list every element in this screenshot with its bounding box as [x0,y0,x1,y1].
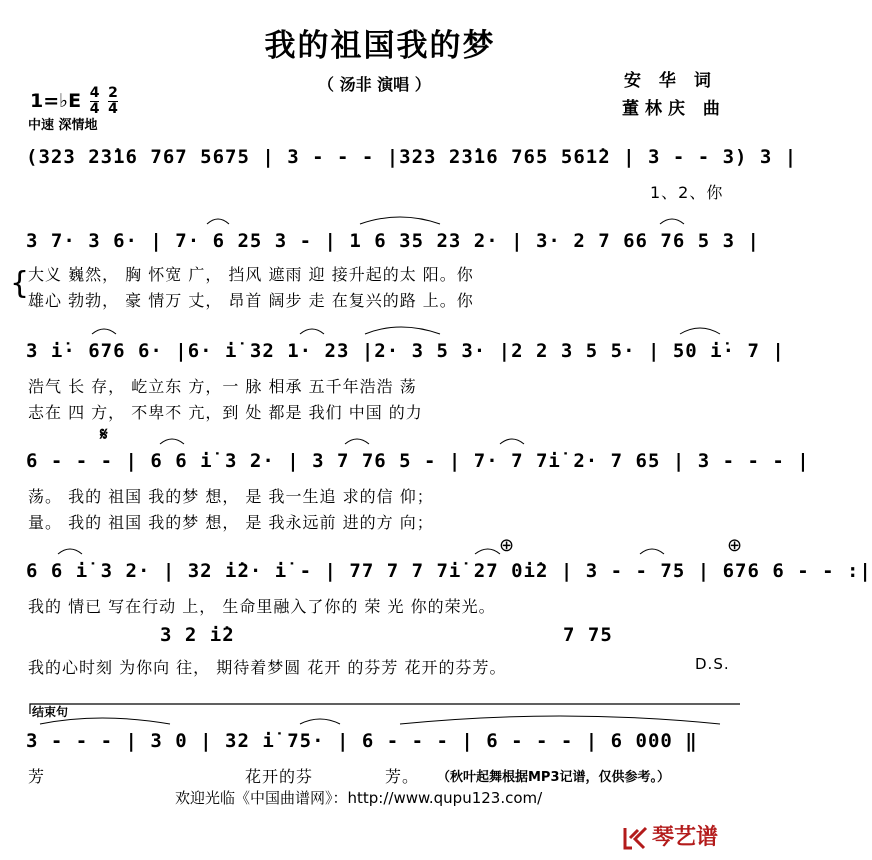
slur-icon [92,329,116,334]
slur-icon [345,439,369,444]
tempo-marking: 中速 深情地 [28,118,98,133]
slur-icon [400,716,720,724]
lyric-row-3-verse-1: 浩气 长 存， 屹立东 方，一 脉 相承 五千年浩浩 荡 [28,377,417,396]
composer-credit: 董林庆 曲 [622,99,726,119]
coda-sign-2: ⊕ [727,535,743,556]
lyric-row-5: 我的 情已 写在行动 上， 生命里融入了你的 荣 光 你的荣光。 [28,597,496,616]
page-title: 我的祖国我的梦 [264,28,496,64]
verse-brace: { [10,266,30,301]
slur-icon [660,219,684,224]
key-label: 1=♭E [30,90,82,112]
lyricist-credit: 安 华 词 [624,71,717,91]
performer-subtitle: （ 汤非 演唱 ） [318,75,431,94]
lyric-row-2-verse-1: 大义 巍然， 胸 怀宽 广， 挡风 遮雨 迎 接升起的太 阳。你 [28,265,474,284]
slur-icon [207,219,229,224]
lyric-row-5b: 我的心时刻 为你向 往， 期待着梦圆 花开 的芬芳 花开的芬芳。 [28,658,507,677]
transcription-note: （秋叶起舞根据MP3记谱，仅供参考。） [437,770,671,785]
coda-sign-1: ⊕ [499,535,515,556]
alt-notes-left: 3 2 i̇2 [160,624,235,646]
time-signature-2-4: $\frac{2}{4}$ [108,85,118,117]
lyric-row-4-verse-2: 量。 我的 祖国 我的梦 想， 是 我永远前 进的方 向； [28,513,434,532]
dal-segno-marking: D.S. [695,655,730,673]
score-row-4: 6 - - - | 6 6 i̇ 3 2· | 3 7 76 5 - | 7· 7 7i̇ 2· 7 65 | 3 - - - | [26,450,810,472]
slur-icon [365,327,440,334]
score-row-2: 3 7· 3 6· | 7· 6 25 3 - | 1 6 35 23 2· | 3· 2 7 66 76 5 3 | [26,230,760,252]
lyric-row-6-a: 芳 [28,767,46,786]
lyric-row-6-c: 芳。 [385,767,420,786]
slur-icon [58,549,82,554]
site-footer: 欢迎光临《中国曲谱网》：http://www.qupu123.com/ [175,789,543,807]
slur-icon [360,217,440,224]
slur-icon [680,328,720,334]
segno-sign: 𝄋 [100,424,108,445]
score-row-6: 3 - - - | 3 0 | 32 i̇ 75· | 6 - - - | 6 - - - | 6 000 ‖ [26,730,698,752]
lyric-row-1: 1、2、你 [650,183,724,202]
slur-icon [640,549,664,554]
time-signature-4-4: $\frac{4}{4}$ [89,85,100,117]
alt-notes-right: 7 75 [563,624,613,646]
score-row-3: 3 i̇· 676 6· |6· i̇ 32 1· 23 |2· 3 5 3· |2 2 3 5 5· | 50 i̇· 7 | [26,340,785,362]
score-row-1: (323 23̇16 767 5675 | 3 - - - |323 23̇16 765 561̇2 | 3 - - 3) 3 | [26,146,798,168]
lyric-row-2-verse-2: 雄心 勃勃， 豪 情万 丈， 昂首 阔步 走 在复兴的路 上。你 [28,291,474,310]
slur-icon [40,718,170,724]
lyric-row-4-verse-1: 荡。 我的 祖国 我的梦 想， 是 我一生追 求的信 仰； [28,487,434,506]
slur-icon [475,549,500,554]
lyric-row-3-verse-2: 志在 四 方， 不卑不 亢，到 处 都是 我们 中国 的力 [28,403,423,422]
score-row-5: 6 6 i̇ 3 2· | 32 i̇2· i̇ - | 77 7 7 7i̇ 27 0i̇2 | 3 - - 75 | 676 6 - - :| [26,560,872,582]
brand-logo: 琴艺谱 [622,820,718,851]
ending-label: 结束句 [32,705,69,719]
slur-icon [160,439,184,444]
lyric-row-6-b: 花开的芬 [245,767,314,786]
slur-icon [500,439,524,444]
ending-bracket [30,704,740,714]
slur-icon [300,329,324,334]
slur-icon [300,719,340,724]
